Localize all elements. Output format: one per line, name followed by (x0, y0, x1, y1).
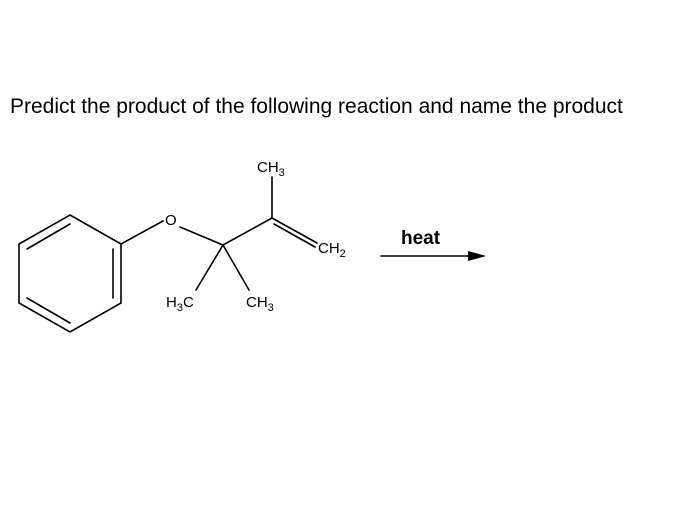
quaternary-to-alkene-carbon-bond (223, 218, 272, 245)
ch2-main: CH (318, 240, 340, 257)
h3c-sub: 3 (176, 302, 183, 314)
quaternary-to-right-methyl-bond (223, 245, 249, 290)
ch3-bottom-main: CH (246, 294, 268, 311)
oxygen-label: O (165, 212, 177, 229)
question-text: Predict the product of the following reaction and name the product (10, 95, 623, 118)
ring-oxygen-bond (121, 221, 163, 244)
ch2-label (318, 240, 346, 260)
ch3-bottom-label (246, 294, 274, 314)
reaction-arrow-head-icon (468, 251, 486, 261)
ch3-top-label (257, 159, 285, 179)
benzene-ring (19, 215, 121, 332)
h3c-label (166, 294, 194, 314)
h3c-post: C (182, 294, 194, 311)
double-bond-line-2 (274, 224, 315, 247)
heat-condition-label: heat (401, 228, 441, 249)
h3c-pre: H (166, 294, 177, 311)
ch2-sub: 2 (339, 248, 346, 260)
ch3-top-sub: 3 (278, 167, 285, 179)
oxygen-quaternary-carbon-bond (180, 227, 223, 245)
quaternary-to-left-methyl-bond (196, 245, 223, 290)
ch3-top-main: CH (257, 159, 279, 176)
double-bond-line-1 (272, 218, 317, 243)
ch3-bottom-sub: 3 (267, 302, 274, 314)
